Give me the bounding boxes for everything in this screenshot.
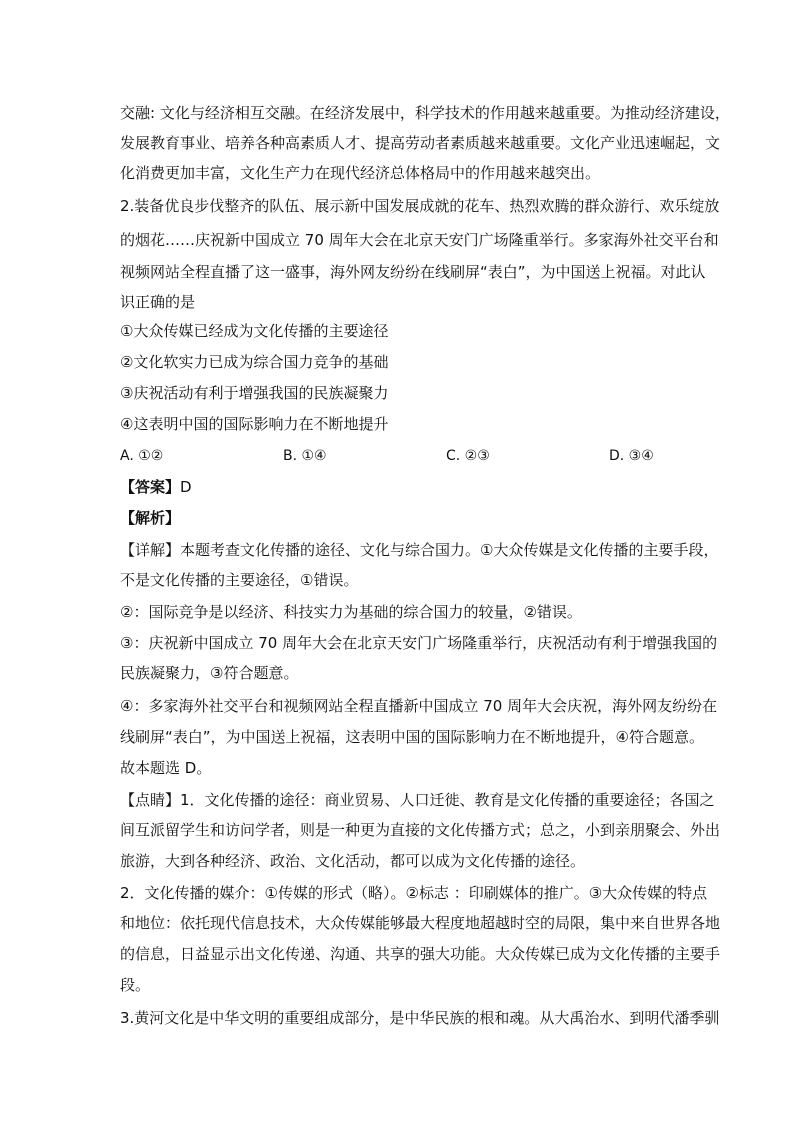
statement-3: ③庆祝活动有利于增强我国的民族凝聚力 [120,384,389,402]
detail-line: 线刷屏“表白”，为中国送上祝福，这表明中国的国际影响力在不断地提升，④符合题意。 [120,728,704,746]
detail-line: ③：庆祝新中国成立 70 周年大会在北京天安门广场隆重举行，庆祝活动有利于增强我国的 [120,634,718,652]
statement-1: ①大众传媒已经成为文化传播的主要途径 [120,322,389,340]
note-line: 2．文化传播的媒介：①传媒的形式（略）。②标志 ：印刷媒体的推广。③大众传媒的特点 [120,884,708,902]
statement-2: ②文化软实力已成为综合国力竞争的基础 [120,353,389,371]
detail-line: 民族凝聚力，③符合题意。 [120,664,299,682]
text-line: 交融: 文化与经济相互交融。在经济发展中，科学技术的作用越来越重要。为推动经济建设， [120,104,730,122]
detail-line: 【详解】本题考查文化传播的途径、文化与综合国力。①大众传媒是文化传播的主要手段， [120,541,719,559]
answer-label: 【答案】 [120,478,181,496]
note-line: 段。 [120,976,151,994]
text-line: 化消费更加丰富，文化生产力在现代经济总体格局中的作用越来越突出。 [120,164,601,182]
option-d: D. ③④ [609,448,654,464]
next-question: 3.黄河文化是中华文明的重要组成部分，是中华民族的根和魂。从大禹治水、到明代潘季驯 [120,1009,720,1027]
note-line: 和地位：依托现代信息技术，大众传媒能够最大程度地超越时空的局限，集中来自世界各地 [120,914,721,932]
note-line: 【点睛】1．文化传播的途径：商业贸易、人口迁徙、教育是文化传播的重要途径；各国之 [120,791,715,809]
detail-line: ②：国际竞争是以经济、科技实力为基础的综合国力的较量，②错误。 [120,603,582,621]
text-line: 发展教育事业、培养各种高素质人才、提高劳动者素质越来越重要。文化产业迅速崛起，文 [120,134,721,152]
note-line: 的信息，日益显示出文化传递、沟通、共享的强大功能。大众传媒已成为文化传播的主要手 [120,945,721,963]
option-a: A. ①② [120,448,164,464]
answer-line [120,477,192,497]
note-line: 旅游，大到各种经济、政治、文化活动，都可以成为文化传播的途径。 [120,852,586,870]
question-stem: 识正确的是 [120,293,196,311]
detail-line: 不是文化传播的主要途径，①错误。 [120,571,359,589]
answer-value: D [180,478,192,496]
question-stem: 2.装备优良步伐整齐的队伍、展示新中国发展成就的花车、热烈欢腾的群众游行、欢乐绽放 [120,197,720,215]
detail-line: 故本题选 D。 [120,759,212,777]
option-c: C. ②③ [446,448,490,464]
question-stem: 的烟花……庆祝新中国成立 70 周年大会在北京天安门广场隆重举行。多家海外社交平台和 [120,231,719,249]
statement-4: ④这表明中国的国际影响力在不断地提升 [120,415,389,433]
analysis-label: 【解析】 [120,509,181,527]
note-line: 间互派留学生和访问学者，则是一种更为直接的文化传播方式；总之，小到亲朋聚会、外出 [120,821,721,839]
question-stem: 视频网站全程直播了这一盛事，海外网友纷纷在线刷屏“表白”，为中国送上祝福。对此认 [120,263,706,281]
detail-line: ④：多家海外社交平台和视频网站全程直播新中国成立 70 周年大会庆祝，海外网友纷纷在 [120,697,718,715]
option-b: B. ①④ [283,448,327,464]
